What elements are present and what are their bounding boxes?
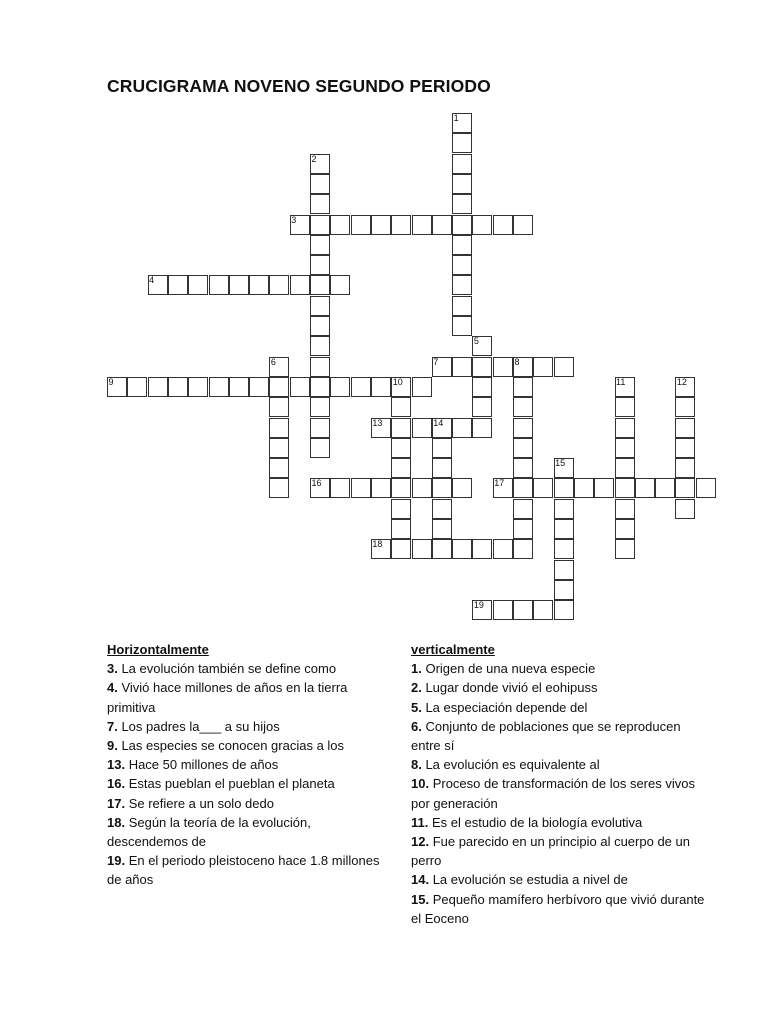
grid-cell: [452, 418, 472, 438]
grid-cell: [168, 275, 188, 295]
grid-cell: [675, 418, 695, 438]
grid-cell: [594, 478, 614, 498]
clue-label: 13.: [107, 757, 126, 773]
grid-cell: [330, 478, 350, 498]
grid-cell: [310, 397, 330, 417]
grid-cell: [168, 377, 188, 397]
grid-cell: [310, 235, 330, 255]
clue-label: 19.: [107, 853, 126, 869]
down-clue: [411, 774, 711, 812]
clue-number: 18: [372, 539, 383, 550]
grid-cell: [269, 478, 289, 498]
grid-cell: [615, 458, 635, 478]
grid-cell: [148, 377, 168, 397]
grid-cell: [127, 377, 147, 397]
grid-cell: [371, 377, 391, 397]
down-clue: [411, 813, 711, 832]
grid-cell: [310, 275, 330, 295]
grid-cell: [513, 377, 533, 397]
clue-label: 18.: [107, 814, 126, 830]
clue-label: 14.: [411, 872, 430, 888]
grid-cell: [432, 215, 452, 235]
grid-cell: [269, 418, 289, 438]
grid-cell: [249, 377, 269, 397]
grid-cell: [452, 194, 472, 214]
grid-cell: [432, 539, 452, 559]
clue-number: 7: [433, 356, 439, 367]
grid-cell: [635, 478, 655, 498]
clue-number: 17: [494, 478, 505, 489]
grid-cell: [432, 478, 452, 498]
grid-cell: [452, 154, 472, 174]
clue-label: 1.: [411, 661, 422, 677]
grid-cell: [310, 194, 330, 214]
grid-cell: [310, 438, 330, 458]
down-clue: [411, 659, 711, 678]
across-clue: [107, 851, 389, 889]
grid-cell: [513, 438, 533, 458]
down-clue: [411, 717, 711, 755]
grid-cell: [391, 499, 411, 519]
grid-cell: [554, 539, 574, 559]
grid-cell: [412, 377, 432, 397]
clue-number: 15: [555, 458, 566, 469]
grid-cell: [675, 478, 695, 498]
grid-cell: [615, 438, 635, 458]
grid-cell: [472, 357, 492, 377]
grid-cell: [432, 499, 452, 519]
grid-cell: [675, 499, 695, 519]
clue-number: 12: [676, 376, 687, 387]
grid-cell: [351, 478, 371, 498]
grid-cell: [513, 499, 533, 519]
grid-cell: [452, 133, 472, 153]
clue-text: En el periodo pleistoceno hace 1.8 millones de años: [107, 853, 380, 888]
clue-label: 3.: [107, 661, 118, 677]
clue-number: 9: [108, 376, 114, 387]
grid-cell: [615, 519, 635, 539]
grid-cell: [391, 438, 411, 458]
clue-text: Conjunto de poblaciones que se reproducen entre sí: [411, 718, 681, 754]
clue-text: Pequeño mamífero herbívoro que vivió durante el Eoceno: [411, 891, 705, 926]
clue-label: 8.: [411, 757, 422, 773]
grid-cell: [472, 377, 492, 397]
grid-cell: [209, 275, 229, 295]
across-heading: Horizontalmente: [107, 642, 209, 657]
across-clue: [107, 659, 389, 678]
grid-cell: [188, 377, 208, 397]
grid-cell: [452, 235, 472, 255]
grid-cell: [513, 418, 533, 438]
grid-cell: [574, 478, 594, 498]
grid-cell: [615, 499, 635, 519]
down-clue: [411, 832, 711, 870]
grid-cell: [412, 215, 432, 235]
grid-cell: [432, 458, 452, 478]
grid-cell: [391, 397, 411, 417]
clue-text: Las especies se conocen gracias a los: [117, 738, 345, 754]
clue-text: Los padres la___ a su hijos: [117, 718, 280, 734]
grid-cell: [615, 539, 635, 559]
grid-cell: [493, 600, 513, 620]
grid-cell: [452, 539, 472, 559]
grid-cell: [269, 377, 289, 397]
down-clue: [411, 678, 711, 697]
grid-cell: [290, 275, 310, 295]
grid-cell: [391, 458, 411, 478]
grid-cell: [412, 418, 432, 438]
clue-text: Fue parecido en un principio al cuerpo de un perro: [411, 834, 690, 869]
grid-cell: [452, 296, 472, 316]
grid-cell: [513, 519, 533, 539]
grid-cell: [452, 174, 472, 194]
clue-label: 10.: [411, 776, 430, 792]
clue-label: 16.: [107, 776, 126, 792]
clue-label: 4.: [107, 680, 118, 696]
grid-cell: [290, 377, 310, 397]
grid-cell: [452, 275, 472, 295]
grid-cell: [554, 478, 574, 498]
clue-label: 9.: [107, 738, 118, 754]
grid-cell: [249, 275, 269, 295]
across-clue: [107, 813, 389, 851]
clue-text: Hace 50 millones de años: [125, 757, 279, 773]
clue-text: La especiación depende del: [421, 699, 588, 715]
down-clue: [411, 890, 711, 928]
clue-number: 10: [392, 376, 403, 387]
grid-cell: [655, 478, 675, 498]
clue-number: 13: [372, 417, 383, 428]
grid-cell: [412, 478, 432, 498]
clue-label: 5.: [411, 699, 422, 715]
clue-number: 14: [433, 417, 444, 428]
grid-cell: [310, 174, 330, 194]
grid-cell: [391, 418, 411, 438]
across-clue: [107, 678, 389, 716]
grid-cell: [269, 275, 289, 295]
grid-cell: [513, 539, 533, 559]
grid-cell: [513, 458, 533, 478]
grid-cell: [696, 478, 716, 498]
across-clue-list: [107, 659, 389, 889]
clue-number: 11: [616, 376, 626, 387]
across-clue: [107, 774, 389, 793]
clue-label: 2.: [411, 680, 422, 696]
grid-cell: [432, 519, 452, 539]
down-clue: [411, 870, 711, 889]
clue-label: 6.: [411, 718, 422, 734]
grid-cell: [675, 397, 695, 417]
clue-text: La evolución también se define como: [117, 661, 337, 677]
clue-label: 12.: [411, 834, 430, 850]
grid-cell: [371, 478, 391, 498]
clue-text: Se refiere a un solo dedo: [125, 795, 274, 811]
grid-cell: [391, 519, 411, 539]
across-clue: [107, 736, 389, 755]
clue-label: 15.: [411, 891, 430, 907]
grid-cell: [554, 499, 574, 519]
grid-cell: [310, 215, 330, 235]
grid-cell: [412, 539, 432, 559]
clue-number: 16: [311, 478, 322, 489]
grid-cell: [432, 438, 452, 458]
clue-text: Según la teoría de la evolución, descendemos de: [107, 814, 311, 850]
grid-cell: [310, 418, 330, 438]
grid-cell: [310, 336, 330, 356]
across-clue: [107, 717, 389, 736]
down-heading: verticalmente: [411, 642, 495, 657]
grid-cell: [391, 539, 411, 559]
grid-cell: [452, 478, 472, 498]
grid-cell: [310, 296, 330, 316]
grid-cell: [351, 377, 371, 397]
grid-cell: [452, 215, 472, 235]
grid-cell: [310, 357, 330, 377]
clue-number: 8: [514, 356, 520, 367]
clue-number: 5: [473, 336, 479, 347]
clue-label: 11.: [411, 814, 429, 830]
grid-cell: [310, 255, 330, 275]
grid-cell: [554, 519, 574, 539]
grid-cell: [493, 539, 513, 559]
clue-number: 4: [149, 275, 155, 286]
down-clues: [411, 640, 711, 928]
grid-cell: [269, 397, 289, 417]
down-clue: [411, 755, 711, 774]
clue-text: Proceso de transformación de los seres vivos por generación: [411, 776, 695, 811]
grid-cell: [615, 418, 635, 438]
grid-cell: [452, 357, 472, 377]
clue-label: 17.: [107, 795, 126, 811]
grid-cell: [188, 275, 208, 295]
grid-cell: [513, 397, 533, 417]
grid-cell: [209, 377, 229, 397]
clue-text: Estas pueblan el pueblan el planeta: [125, 776, 335, 792]
grid-cell: [554, 560, 574, 580]
grid-cell: [391, 478, 411, 498]
down-clue: [411, 698, 711, 717]
grid-cell: [615, 478, 635, 498]
grid-cell: [554, 600, 574, 620]
clue-text: La evolución se estudia a nivel de: [429, 872, 628, 888]
clue-text: Es el estudio de la biología evolutiva: [428, 814, 643, 830]
grid-cell: [513, 478, 533, 498]
clue-label: 7.: [107, 718, 118, 734]
grid-cell: [472, 539, 492, 559]
grid-cell: [493, 357, 513, 377]
clue-text: La evolución es equivalente al: [421, 757, 600, 773]
grid-cell: [351, 215, 371, 235]
grid-cell: [533, 357, 553, 377]
grid-cell: [330, 275, 350, 295]
grid-cell: [513, 215, 533, 235]
grid-cell: [675, 438, 695, 458]
clue-number: 6: [270, 356, 276, 367]
clue-number: 3: [291, 214, 297, 225]
grid-cell: [533, 600, 553, 620]
grid-cell: [554, 580, 574, 600]
grid-cell: [391, 215, 411, 235]
across-clues: [107, 640, 389, 890]
grid-cell: [229, 275, 249, 295]
grid-cell: [310, 316, 330, 336]
grid-cell: [513, 600, 533, 620]
clue-number: 2: [311, 153, 317, 164]
page-title: CRUCIGRAMA NOVENO SEGUNDO PERIODO: [107, 76, 491, 96]
grid-cell: [269, 458, 289, 478]
grid-cell: [229, 377, 249, 397]
grid-cell: [269, 438, 289, 458]
grid-cell: [330, 377, 350, 397]
grid-cell: [615, 397, 635, 417]
clue-number: 19: [473, 600, 484, 611]
clue-text: Origen de una nueva especie: [421, 661, 596, 677]
grid-cell: [472, 418, 492, 438]
across-clue: [107, 755, 389, 774]
clue-number: 1: [453, 113, 459, 123]
down-clue-list: [411, 659, 711, 928]
grid-cell: [533, 478, 553, 498]
clue-text: Vivió hace millones de años en la tierra primitiva: [107, 680, 348, 715]
grid-cell: [452, 255, 472, 275]
grid-cell: [493, 215, 513, 235]
grid-cell: [472, 397, 492, 417]
grid-cell: [330, 215, 350, 235]
grid-cell: [554, 357, 574, 377]
grid-cell: [452, 316, 472, 336]
grid-cell: [371, 215, 391, 235]
grid-cell: [472, 215, 492, 235]
across-clue: [107, 794, 389, 813]
grid-cell: [310, 377, 330, 397]
clue-text: Lugar donde vivió el eohipuss: [421, 680, 598, 696]
grid-cell: [675, 458, 695, 478]
